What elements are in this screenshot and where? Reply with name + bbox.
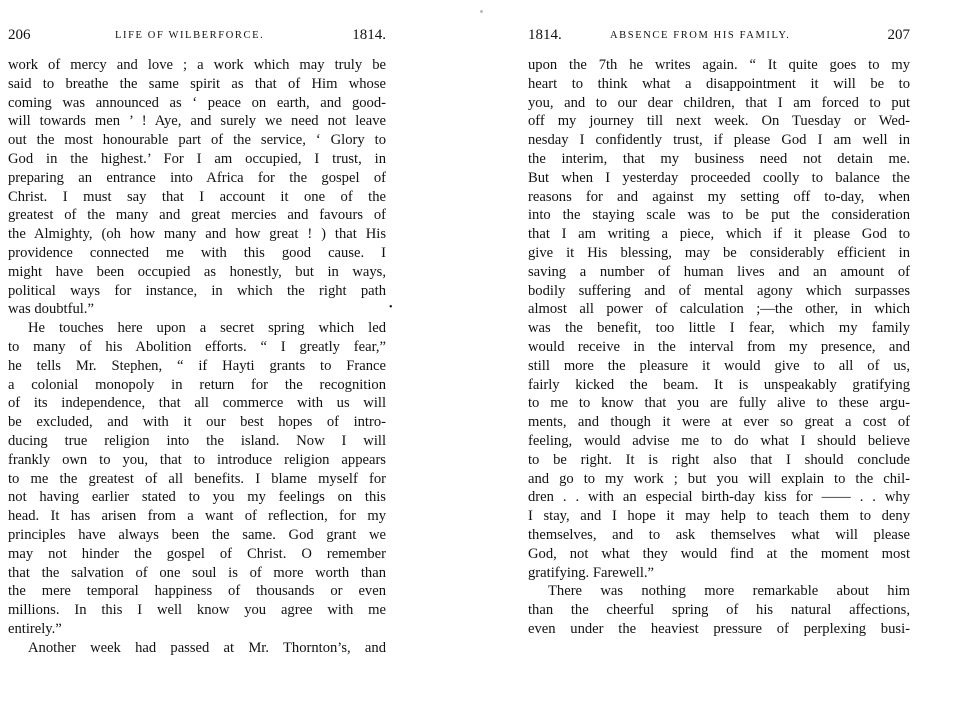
text-line: work of mercy and love ; a work which may truly be <box>8 57 386 73</box>
text-line: the mere temporal happiness of thousands or even <box>8 583 386 600</box>
left-page-number: 206 <box>8 27 31 43</box>
text-line: and go to my work ; but you will explain to the chil- <box>528 470 910 487</box>
left-page-year: 1814. <box>352 27 386 43</box>
text-line: nesday I confidently trust, if please God I am well in <box>528 132 910 149</box>
text-line: the Almighty, (oh how many and how great ! ) that His <box>8 226 386 243</box>
left-running-title: LIFE OF WILBERFORCE. <box>115 30 265 41</box>
text-line: to me the greatest of all benefits. I blame myself for <box>8 470 386 487</box>
text-line: preparing an entrance into Africa for the gospel of <box>8 169 386 186</box>
text-line: still more the pleasure it would give to all of us, <box>528 357 910 374</box>
text-line: the interim, that my business need not detain me. <box>528 150 910 167</box>
text-line: fairly kicked the beam. It is unspeakably gratifying <box>528 376 910 393</box>
text-line: bodily suffering and of mental agony which surpasses <box>528 282 910 299</box>
text-line: ments, and though it were at ever so great a cost of <box>528 414 910 431</box>
text-line: a colonial monopoly in return for the recognition <box>8 376 386 393</box>
text-line: coming was announced as ‘ peace on earth, and good- <box>8 94 386 111</box>
text-line: to be right. It is right also that I should conclude <box>528 451 910 468</box>
text-line: even under the heaviest pressure of perplexing busi- <box>528 620 910 637</box>
text-line: than the cheerful spring of his natural affections, <box>528 602 910 619</box>
margin-mark: • <box>389 302 393 313</box>
text-line: not having earlier stated to you my feelings on this <box>8 489 386 506</box>
text-line: would receive in the interval from my presence, and <box>528 338 910 355</box>
text-line: I stay, and I hope it may help to teach them to deny <box>528 508 910 525</box>
text-line: will towards men ’ ! Aye, and surely we need not leave <box>8 113 386 130</box>
text-line: God in the highest.’ For I am occupied, I trust, in <box>8 150 386 167</box>
text-line: political ways for instance, in which the right path <box>8 282 386 299</box>
text-line: reasons for and against my setting off to-day, when <box>528 188 910 205</box>
right-page-year: 1814. <box>528 27 562 43</box>
right-page-header <box>528 27 910 47</box>
left-page-header <box>8 27 386 47</box>
text-line: But when I yesterday proceeded coolly to balance the <box>528 169 910 186</box>
right-page-number: 207 <box>887 27 910 43</box>
text-line: entirely.” <box>8 620 62 637</box>
text-line: principles have always been the same. God grant we <box>8 526 386 543</box>
text-line: upon the 7th he writes again. “ It quite goes to my <box>528 57 910 73</box>
text-line: may not hinder the gospel of Christ. O remember <box>8 545 386 562</box>
text-line: dren . . with an especial birth-day kiss for —— . . why <box>528 489 910 506</box>
text-line: to many of his Abolition efforts. “ I greatly fear,” <box>8 338 386 355</box>
text-line: into the staying scale was to be put the consideration <box>528 207 910 224</box>
text-line: He touches here upon a secret spring which led <box>28 320 386 337</box>
text-line: out the most honourable part of the service, ‘ Glory to <box>8 132 386 149</box>
text-line: millions. In this I well know you agree with me <box>8 602 386 619</box>
text-line: themselves, and to ask themselves what will please <box>528 526 910 543</box>
text-line: saving a number of human lives and an amount of <box>528 263 910 280</box>
text-line: give it His blessing, may be considerably efficient in <box>528 244 910 261</box>
text-line: you, and to our dear children, that I am forced to put <box>528 94 910 111</box>
text-line: gratifying. Farewell.” <box>528 564 655 581</box>
text-line: off my journey till next week. On Tuesday or Wed- <box>528 113 910 130</box>
text-line: providence connected me with this good cause. I <box>8 244 386 261</box>
text-line: that the salvation of one soul is of more worth than <box>8 564 386 581</box>
text-line: to me to know that you are fully alive to these argu- <box>528 395 910 412</box>
text-line: he tells Mr. Stephen, “ if Hayti grants to France <box>8 357 386 374</box>
text-line: be excluded, and with it our best hopes of intro- <box>8 414 386 431</box>
text-line: Another week had passed at Mr. Thornton’s, and <box>28 639 386 656</box>
left-page-body <box>8 56 386 658</box>
text-line: Christ. I must say that I account it one of the <box>8 188 386 205</box>
text-line: frankly own to you, that to introduce religion appears <box>8 451 386 468</box>
text-line: was the benefit, too little I fear, which my family <box>528 320 910 337</box>
text-line: God, not what they would find at the moment most <box>528 545 910 562</box>
text-line: of its independence, that all commerce with us will <box>8 395 386 412</box>
text-line: head. It has arisen from a want of reflection, for my <box>8 508 386 525</box>
text-line: that I am writing a piece, which if it please God to <box>528 226 910 243</box>
text-line: greatest of the many and great mercies and favours of <box>8 207 386 224</box>
text-line: There was nothing more remarkable about him <box>548 583 910 600</box>
text-line: ducing true religion into the island. Now I will <box>8 432 386 449</box>
text-line: feeling, would advise me to do what I should believe <box>528 432 910 449</box>
text-line: almost all power of calculation ;—the other, in which <box>528 301 910 318</box>
right-page-body <box>528 56 910 639</box>
text-line: said to breathe the same spirit as that of Him whose <box>8 75 386 92</box>
text-line: was doubtful.” <box>8 301 94 318</box>
right-running-title: ABSENCE FROM HIS FAMILY. <box>610 30 791 41</box>
text-line: might have been occupied as honestly, but in ways, <box>8 263 386 280</box>
scan-speck <box>480 10 483 13</box>
text-line: heart to think what a disappointment it will be to <box>528 75 910 92</box>
